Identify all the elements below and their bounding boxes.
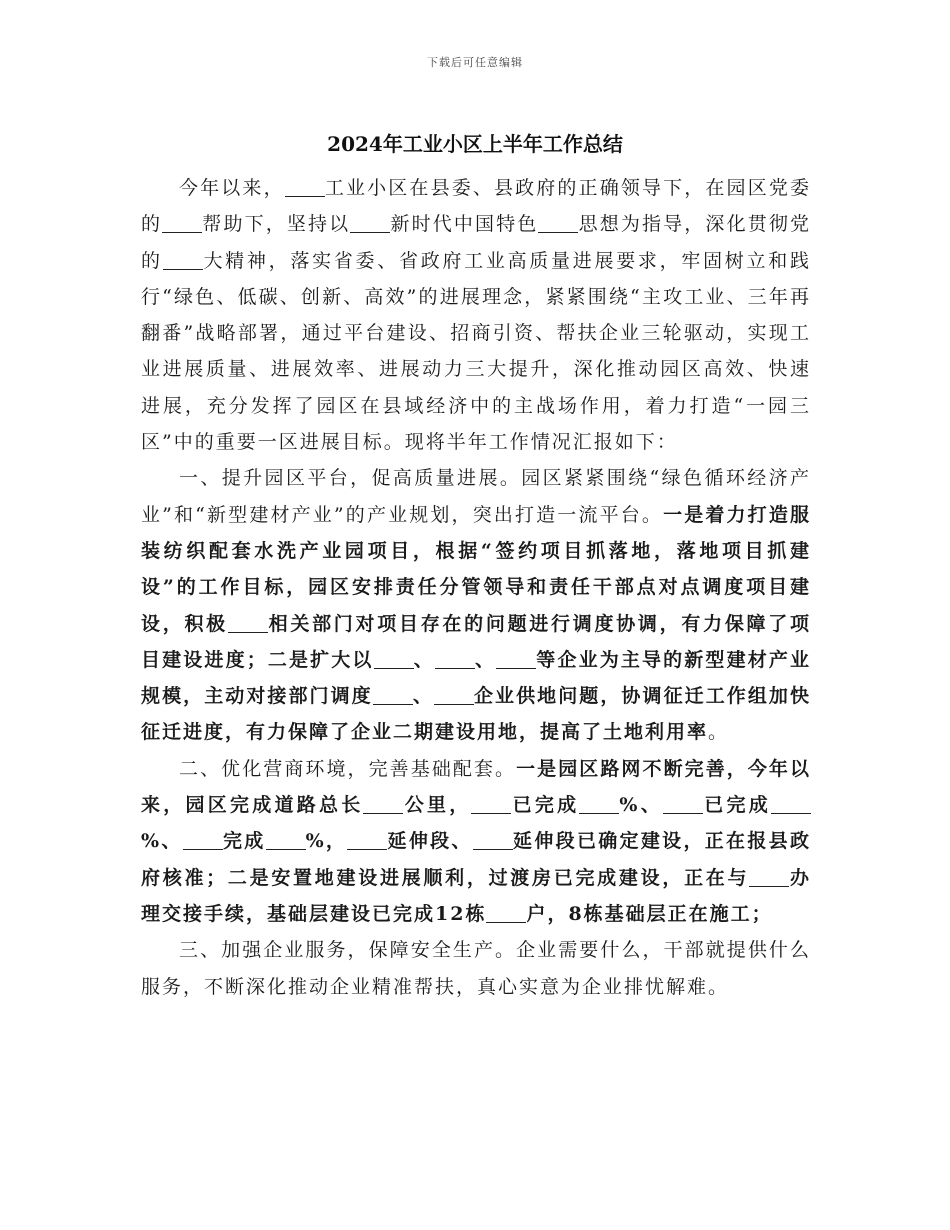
text-segment: 一是着力打造服装纺织配套水洗产业园项目，根据“签约项目抓落地，落地项目抓建设”的工作目标，园区安排责任分管领导和责任干部点对点调度项目建设，积极 bbox=[141, 503, 811, 635]
fill-in-blank bbox=[579, 794, 619, 814]
fill-in-blank bbox=[162, 213, 202, 233]
text-segment: 思想为指导，深化贯彻党的 bbox=[141, 213, 811, 272]
text-segment: 大精神，落实省委、省政府工业高质量进展要求，牢固树立和践行“绿色、低碳、创新、高效”的进展理念，紧紧围绕“主攻工业、三年再翻番”战略部署，通过平台建设、招商引资、帮扶企业三轮驱动，实现工业进展质量、进展效率、进展动力三大提升，深化推动园区高效、快速进展，充分发挥了园区在县域经济中的主战场作用，着力打造“一园三区”中的重要一区进展目标。现将半年工作情况汇报如下： bbox=[141, 249, 811, 454]
fill-in-blank bbox=[285, 177, 325, 197]
text-segment: 办理交接手续，基础层建设已完成12栋 bbox=[141, 866, 811, 925]
fill-in-blank bbox=[486, 903, 526, 923]
text-segment: 二、优化营商环境，完善基础配套。 bbox=[179, 757, 517, 780]
text-segment: 、 bbox=[413, 648, 435, 671]
fill-in-blank bbox=[163, 250, 203, 270]
fill-in-blank bbox=[228, 613, 268, 633]
text-segment: 。 bbox=[708, 721, 730, 744]
paragraph bbox=[141, 170, 811, 460]
text-segment: 、 bbox=[412, 685, 434, 708]
text-segment: 已完成 bbox=[702, 794, 771, 817]
text-segment: %， bbox=[305, 830, 348, 853]
fill-in-blank bbox=[373, 685, 413, 705]
fill-in-blank bbox=[496, 649, 536, 669]
text-segment: 延伸段、 bbox=[387, 830, 473, 853]
text-segment: 相关部门对项目存在的问题进行调度协调，有力保障了项目建设进度；二是扩大以 bbox=[141, 612, 811, 671]
fill-in-blank bbox=[183, 830, 223, 850]
fill-in-blank bbox=[266, 830, 306, 850]
text-segment: 公里， bbox=[403, 794, 472, 817]
document-body bbox=[141, 170, 811, 1005]
paragraph bbox=[141, 932, 811, 1005]
fill-in-blank bbox=[363, 794, 403, 814]
text-segment: 帮助下，坚持以 bbox=[202, 213, 351, 236]
paragraph bbox=[141, 460, 811, 750]
text-segment: 户，8栋基础层正在施工； bbox=[526, 902, 773, 925]
text-segment: %、 bbox=[619, 794, 663, 817]
text-segment: 完成 bbox=[222, 830, 266, 853]
text-segment: 一是园区路网不断完善，今年以来，园区完成道路总长 bbox=[141, 757, 811, 817]
text-segment: 三、加强企业服务，保障安全生产。企业需要什么，干部就提供什么服务，不断深化推动企业精准帮扶，真心实意为企业排忧解难。 bbox=[141, 939, 811, 998]
fill-in-blank bbox=[471, 794, 511, 814]
text-segment: 企业供地问题，协调征迁工作组加快征迁进度，有力保障了企业二期建设用地，提高了土地利用率 bbox=[141, 685, 811, 744]
text-segment: 今年以来， bbox=[179, 177, 285, 199]
fill-in-blank bbox=[374, 649, 414, 669]
fill-in-blank bbox=[347, 830, 387, 850]
text-segment: 等企业为主导的新型建材产业规模，主动对接部门调度 bbox=[141, 648, 811, 708]
page-header: 下载后可任意编辑 bbox=[427, 56, 523, 69]
fill-in-blank bbox=[473, 830, 513, 850]
text-segment: 新时代中国特色 bbox=[390, 213, 539, 236]
fill-in-blank bbox=[771, 794, 811, 814]
paragraph bbox=[141, 751, 811, 932]
document-title: 2024年工业小区上半年工作总结 bbox=[327, 132, 623, 156]
text-segment: %、 bbox=[141, 830, 183, 853]
fill-in-blank bbox=[434, 685, 474, 705]
text-segment: 工业小区在县委、县政府的正确领导下，在园区党委的 bbox=[141, 177, 811, 236]
fill-in-blank bbox=[350, 213, 390, 233]
text-segment: 一、提升园区平台，促高质量进展。园区紧紧围绕“绿色循环经济产业”和“新型建材产业”的产业规划，突出打造一流平台。 bbox=[141, 467, 811, 526]
text-segment: 、 bbox=[474, 648, 497, 671]
text-segment: 已完成 bbox=[511, 794, 580, 817]
text-segment: 延伸段已确定建设，正在报县政府核准；二是安置地建设进展顺利，过渡房已完成建设，正在与 bbox=[141, 830, 811, 889]
fill-in-blank bbox=[749, 867, 789, 887]
fill-in-blank bbox=[538, 213, 578, 233]
fill-in-blank bbox=[435, 649, 475, 669]
fill-in-blank bbox=[663, 794, 703, 814]
